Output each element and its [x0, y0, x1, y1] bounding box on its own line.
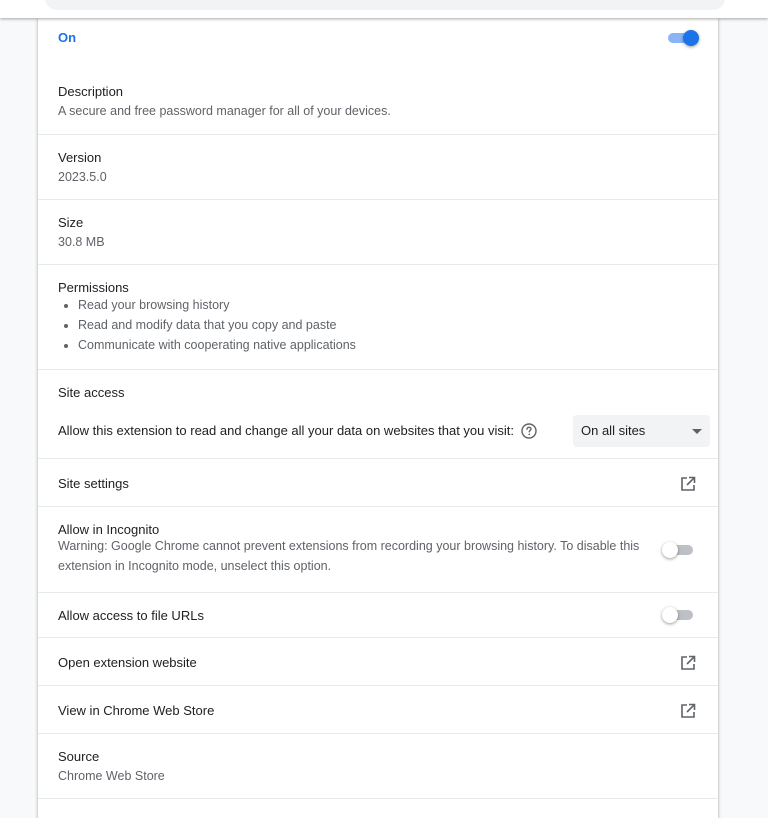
enable-row	[38, 18, 718, 68]
file-urls-row	[38, 592, 718, 637]
incognito-row	[38, 506, 718, 592]
toggle-knob	[683, 30, 699, 46]
source-label: Source	[58, 749, 100, 764]
toggle-knob	[662, 607, 678, 623]
open-in-new-icon[interactable]	[679, 475, 697, 493]
permissions-row	[38, 264, 718, 369]
site-access-selected-value: On all sites	[581, 423, 646, 438]
open-in-new-icon[interactable]	[679, 654, 697, 672]
source-value: Chrome Web Store	[58, 769, 165, 783]
extension-website-label: Open extension website	[58, 655, 197, 670]
incognito-label: Allow in Incognito	[58, 522, 160, 537]
extension-details-card	[38, 18, 718, 818]
open-in-new-icon[interactable]	[679, 702, 697, 720]
size-row	[38, 199, 718, 264]
permissions-list	[58, 295, 356, 355]
file-urls-label: Allow access to file URLs	[58, 608, 204, 623]
description-label: Description	[58, 84, 124, 99]
extension-website-row[interactable]	[38, 637, 718, 685]
site-settings-row[interactable]	[38, 458, 718, 506]
chevron-down-icon	[692, 429, 702, 434]
site-settings-label: Site settings	[58, 476, 129, 491]
toggle-knob	[662, 542, 678, 558]
web-store-row[interactable]	[38, 685, 718, 733]
permission-item: • Communicate with cooperating native applications	[78, 335, 356, 355]
incognito-warning: Warning: Google Chrome cannot prevent extensions from recording your browsing history. To disable this extension in Incognito mode, unselect this option.	[58, 539, 640, 573]
version-label: Version	[58, 150, 102, 165]
permissions-label: Permissions	[58, 280, 129, 295]
file-urls-toggle[interactable]	[662, 605, 696, 625]
web-store-label: View in Chrome Web Store	[58, 703, 215, 718]
site-access-select[interactable]	[573, 415, 710, 447]
help-icon[interactable]	[521, 423, 537, 439]
version-row	[38, 134, 718, 199]
permission-item: • Read your browsing history	[78, 295, 356, 315]
site-access-prompt: Allow this extension to read and change all your data on websites that you visit:	[58, 423, 514, 438]
search-input[interactable]	[45, 0, 725, 10]
size-value: 30.8 MB	[58, 235, 105, 249]
site-access-row	[38, 369, 718, 458]
enabled-status-label: On	[58, 30, 77, 45]
source-row	[38, 733, 718, 798]
permission-item: • Read and modify data that you copy and paste	[78, 315, 356, 335]
incognito-toggle[interactable]	[662, 540, 696, 560]
site-access-label: Site access	[58, 385, 125, 400]
top-toolbar	[0, 0, 768, 18]
version-value: 2023.5.0	[58, 170, 107, 184]
description-row	[38, 68, 718, 134]
enable-extension-toggle[interactable]	[665, 28, 699, 48]
description-value: A secure and free password manager for all of your devices.	[58, 104, 391, 118]
size-label: Size	[58, 215, 84, 230]
